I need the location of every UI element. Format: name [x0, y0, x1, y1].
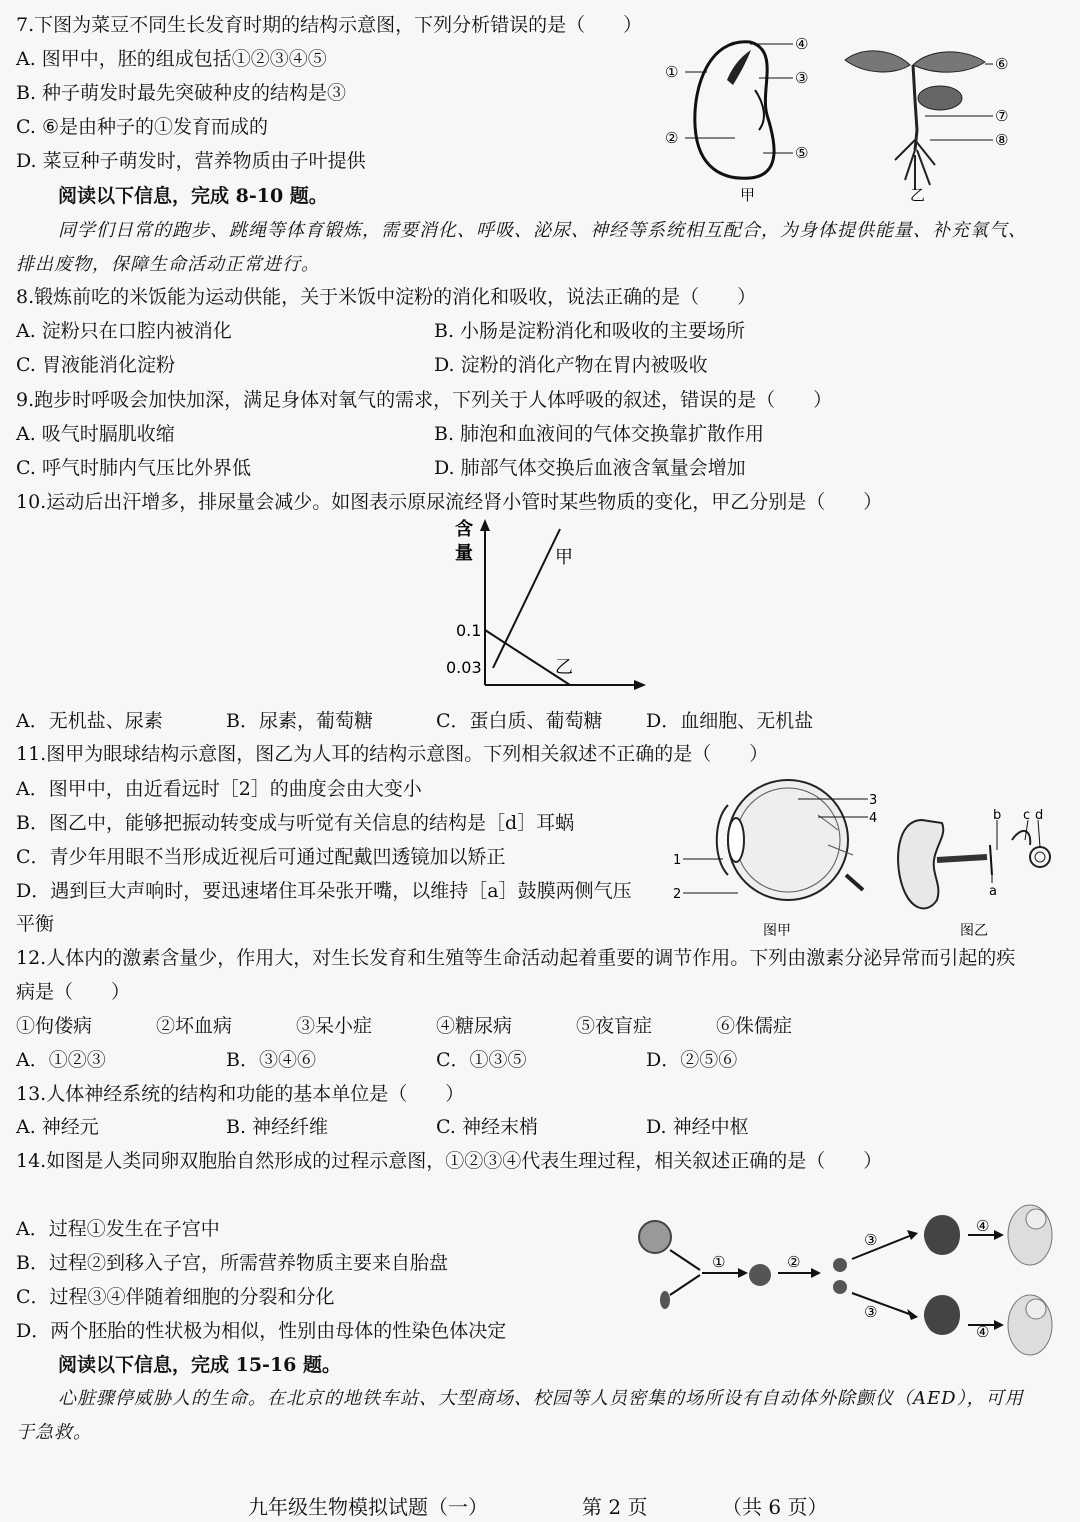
- ear-label-c: c: [1023, 808, 1031, 823]
- chart-ytick-1: 0.03: [446, 658, 482, 677]
- bean-seedling-figure: [835, 40, 1025, 205]
- seed-caption-jia: 甲: [740, 186, 756, 204]
- sperm-cell: [660, 1291, 670, 1309]
- q12-option-d: D．②⑤⑥: [646, 1049, 738, 1071]
- q12-item-5: ⑤夜盲症: [576, 1015, 653, 1037]
- ear-caption: 图乙: [960, 923, 988, 939]
- q10-option-a: A．无机盐、尿素: [16, 710, 163, 732]
- q12-item-6: ⑥侏儒症: [716, 1015, 793, 1037]
- q12-stem-line1: 12.人体内的激素含量少，作用大，对生长发育和生殖等生命活动起着重要的调节作用。下列由激素分泌异常而引起的疾: [16, 947, 1016, 969]
- q7-option-a: A. 图甲中，胚的组成包括①②③④⑤: [16, 48, 327, 70]
- q7-option-c: C. ⑥是由种子的①发育而成的: [16, 116, 268, 138]
- chart-ylabel-char-2: 量: [455, 543, 473, 564]
- seed-label-3: ③: [795, 69, 809, 87]
- chart-series-yi-label: 乙: [555, 657, 573, 678]
- q12-item-3: ③呆小症: [296, 1015, 373, 1037]
- q8-option-c: C. 胃液能消化淀粉: [16, 354, 175, 376]
- q12-item-1: ①佝偻病: [16, 1015, 93, 1037]
- process-1-label: ①: [712, 1253, 726, 1271]
- chart-y-arrow: [480, 519, 490, 531]
- q10-option-c: C．蛋白质、葡萄糖: [436, 710, 603, 732]
- q7-stem: 7.下图为菜豆不同生长发育时期的结构示意图，下列分析错误的是（ ）: [16, 14, 643, 36]
- reading-8-10-title: 阅读以下信息，完成 8-10 题。: [58, 185, 328, 207]
- q9-option-d: D. 肺部气体交换后血液含氧量会增加: [434, 457, 746, 479]
- ear-label-b: b: [993, 808, 1002, 823]
- bean-seed-figure: [655, 30, 825, 205]
- footer-title: 九年级生物模拟试题（一）: [248, 1495, 488, 1519]
- q8-stem: 8.锻炼前吃的米饭能为运动供能，关于米饭中淀粉的消化和吸收，说法正确的是（ ）: [16, 286, 757, 308]
- process-4a-label: ④: [976, 1217, 990, 1235]
- q11-option-a: A．图甲中，由近看远时［2］的曲度会由大变小: [16, 778, 422, 800]
- ear-figure: [892, 805, 1072, 940]
- seedling-label-8: ⑧: [995, 131, 1009, 149]
- q13-stem: 13.人体神经系统的结构和功能的基本单位是（ ）: [16, 1083, 465, 1105]
- q10-option-d: D．血细胞、无机盐: [646, 710, 814, 732]
- reading-15-16-text-2: 于急救。: [16, 1422, 92, 1443]
- footer-total: （共 6 页）: [722, 1495, 828, 1519]
- q14-stem: 14.如图是人类同卵双胞胎自然形成的过程示意图，①②③④代表生理过程，相关叙述正确的是（ ）: [16, 1150, 883, 1172]
- seedling-caption-yi: 乙: [910, 186, 926, 204]
- chart-series-jia-line: [493, 529, 560, 668]
- q13-option-b: B. 神经纤维: [226, 1116, 329, 1138]
- q10-stem: 10.运动后出汗增多，排尿量会减少。如图表示原尿流经肾小管时某些物质的变化，甲乙分别是（ ）: [16, 491, 883, 513]
- reading-15-16-title: 阅读以下信息，完成 15-16 题。: [58, 1354, 341, 1376]
- q14-option-c: C．过程③④伴随着细胞的分裂和分化: [16, 1286, 335, 1308]
- q13-option-c: C. 神经末梢: [436, 1116, 538, 1138]
- embryo-2: [924, 1295, 960, 1335]
- eye-label-3: 3: [869, 793, 878, 808]
- twins-figure: [630, 1195, 1070, 1375]
- eye-label-2: 2: [673, 887, 682, 902]
- q12-stem-line2: 病是（ ）: [16, 981, 131, 1003]
- q14-option-a: A．过程①发生在子宫中: [16, 1218, 220, 1240]
- eye-label-4: 4: [869, 811, 878, 826]
- chart-ylabel-char-1: 含: [455, 519, 473, 540]
- seed-label-4: ④: [795, 35, 809, 53]
- seed-label-1: ①: [665, 63, 679, 81]
- chart-x-arrow: [634, 680, 646, 690]
- q14-option-b: B．过程②到移入子宫，所需营养物质主要来自胎盘: [16, 1252, 448, 1274]
- q12-option-a: A．①②③: [16, 1049, 106, 1071]
- chart-series-jia-label: 甲: [555, 547, 573, 568]
- q13-option-d: D. 神经中枢: [646, 1116, 749, 1138]
- chart-ytick-0: 0.1: [456, 621, 482, 640]
- embryo-1: [924, 1215, 960, 1255]
- q9-option-a: A. 吸气时膈肌收缩: [16, 423, 175, 445]
- ear-label-d: d: [1035, 808, 1044, 823]
- q11-option-d-cont: 平衡: [16, 913, 55, 935]
- q10-option-b: B．尿素，葡萄糖: [226, 710, 373, 732]
- footer-page: 第 2 页: [582, 1495, 648, 1519]
- zygote: [749, 1264, 771, 1286]
- cell-b: [833, 1280, 847, 1294]
- q11-option-d: D．遇到巨大声响时，要迅速堵住耳朵张开嘴，以维持［a］鼓膜两侧气压: [16, 880, 632, 902]
- q8-option-a: A. 淀粉只在口腔内被消化: [16, 320, 232, 342]
- q14-option-d: D．两个胚胎的性状极为相似，性别由母体的性染色体决定: [16, 1320, 507, 1342]
- cell-a: [833, 1258, 847, 1272]
- q12-item-4: ④糖尿病: [436, 1015, 513, 1037]
- q9-option-c: C. 呼气时肺内气压比外界低: [16, 457, 251, 479]
- q8-option-b: B. 小肠是淀粉消化和吸收的主要场所: [434, 320, 746, 342]
- eye-label-1: 1: [673, 853, 682, 868]
- seed-label-5: ⑤: [795, 144, 809, 162]
- seedling-label-7: ⑦: [995, 107, 1009, 125]
- reading-8-10-text-1: 同学们日常的跑步、跳绳等体育锻炼，需要消化、呼吸、泌尿、神经等系统相互配合，为身体提供能量、补充氧气、: [58, 220, 1027, 241]
- reading-15-16-text-1: 心脏骤停威胁人的生命。在北京的地铁车站、大型商场、校园等人员密集的场所设有自动体外除颤仪（AED），可用: [58, 1388, 1024, 1409]
- seed-label-2: ②: [665, 129, 679, 147]
- process-2-label: ②: [787, 1253, 801, 1271]
- q11-option-b: B．图乙中，能够把振动转变成与听觉有关信息的结构是［d］耳蜗: [16, 812, 575, 834]
- q13-option-a: A. 神经元: [16, 1116, 99, 1138]
- q12-option-c: C．①③⑤: [436, 1049, 527, 1071]
- q7-option-d: D. 菜豆种子萌发时，营养物质由子叶提供: [16, 150, 366, 172]
- q12-option-b: B．③④⑥: [226, 1049, 316, 1071]
- process-3b-label: ③: [864, 1303, 878, 1321]
- urine-chart: [440, 515, 660, 695]
- q8-option-d: D. 淀粉的消化产物在胃内被吸收: [434, 354, 708, 376]
- q9-stem: 9.跑步时呼吸会加快加深，满足身体对氧气的需求，下列关于人体呼吸的叙述，错误的是（ ）: [16, 389, 833, 411]
- ear-label-a: a: [989, 884, 997, 899]
- q9-option-b: B. 肺泡和血液间的气体交换靠扩散作用: [434, 423, 765, 445]
- q7-option-b: B. 种子萌发时最先突破种皮的结构是③: [16, 82, 347, 104]
- q11-stem: 11.图甲为眼球结构示意图，图乙为人耳的结构示意图。下列相关叙述不正确的是（ ）: [16, 743, 769, 765]
- egg-cell: [639, 1221, 671, 1253]
- process-4b-label: ④: [976, 1323, 990, 1341]
- q12-item-2: ②坏血病: [156, 1015, 233, 1037]
- reading-8-10-text-2: 排出废物，保障生命活动正常进行。: [16, 254, 320, 275]
- eye-figure: [668, 775, 883, 940]
- process-3a-label: ③: [864, 1231, 878, 1249]
- q11-option-c: C．青少年用眼不当形成近视后可通过配戴凹透镜加以矫正: [16, 846, 506, 868]
- seedling-label-6: ⑥: [995, 55, 1009, 73]
- eye-caption: 图甲: [763, 923, 791, 939]
